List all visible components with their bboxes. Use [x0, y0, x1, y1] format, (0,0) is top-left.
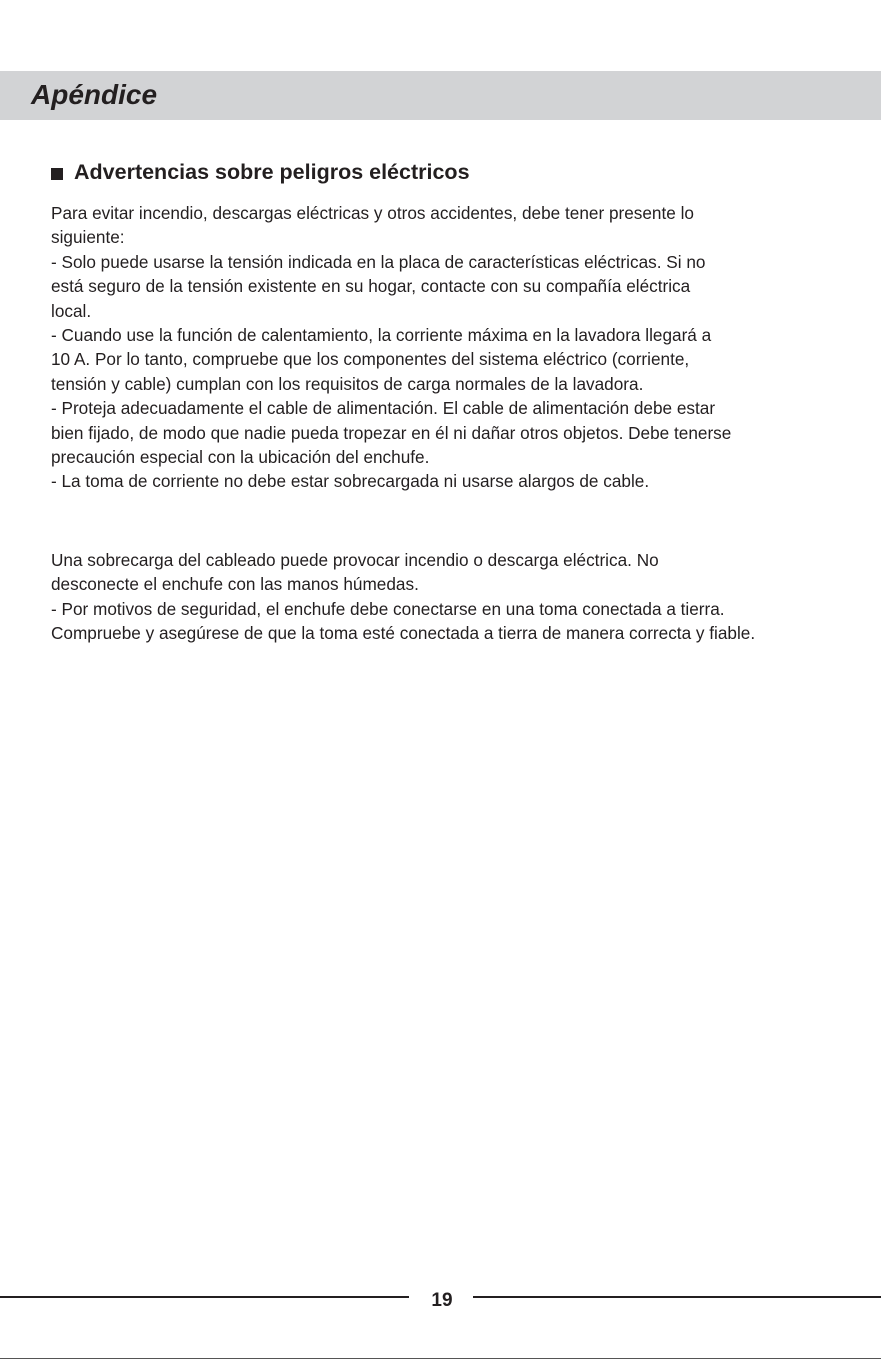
text-line: - Solo puede usarse la tensión indicada en la placa de características eléctricas. Si no [51, 251, 706, 272]
text-line: - Proteja adecuadamente el cable de alimentación. El cable de alimentación debe estar [51, 398, 716, 419]
text-line: - Cuando use la función de calentamiento, la corriente máxima en la lavadora llegará a [51, 325, 712, 346]
page-bottom-rule [0, 1358, 881, 1359]
text-line: está seguro de la tensión existente en su hogar, contacte con su compañía eléctrica [51, 276, 691, 297]
section-header-band [0, 71, 881, 120]
text-line: Una sobrecarga del cableado puede provocar incendio o descarga eléctrica. No [51, 550, 659, 570]
warning-paragraph-2 [51, 548, 755, 646]
text-line: desconecte el enchufe con las manos húmedas. [51, 574, 419, 595]
page-number: 19 [431, 1290, 453, 1311]
footer-rule-right [473, 1296, 881, 1298]
text-line: bien fijado, de modo que nadie pueda tropezar en él ni dañar otros objetos. Debe tenerse [51, 422, 732, 443]
footer-rule-left [0, 1296, 409, 1298]
text-line: local. [51, 300, 92, 321]
page-title: Apéndice [31, 79, 158, 110]
section-heading [51, 157, 470, 187]
text-line: siguiente: [51, 227, 125, 248]
text-line: tensión y cable) cumplan con los requisitos de carga normales de la lavadora. [51, 373, 644, 394]
text-line: precaución especial con la ubicación del enchufe. [51, 447, 430, 468]
text-line: - La toma de corriente no debe estar sobrecargada ni usarse alargos de cable. [51, 471, 650, 492]
warning-paragraph-1 [51, 201, 731, 494]
text-line: - Por motivos de seguridad, el enchufe debe conectarse en una toma conectada a tierra. [51, 598, 725, 619]
text-line: Compruebe y asegúrese de que la toma esté conectada a tierra de manera correcta y fiable. [51, 623, 756, 644]
text-line: 10 A. Por lo tanto, compruebe que los componentes del sistema eléctrico (corriente, [51, 349, 690, 370]
square-bullet-icon [51, 168, 63, 180]
text-line: Para evitar incendio, descargas eléctricas y otros accidentes, debe tener presente lo [51, 203, 694, 223]
section-heading-text: Advertencias sobre peligros eléctricos [74, 159, 470, 184]
